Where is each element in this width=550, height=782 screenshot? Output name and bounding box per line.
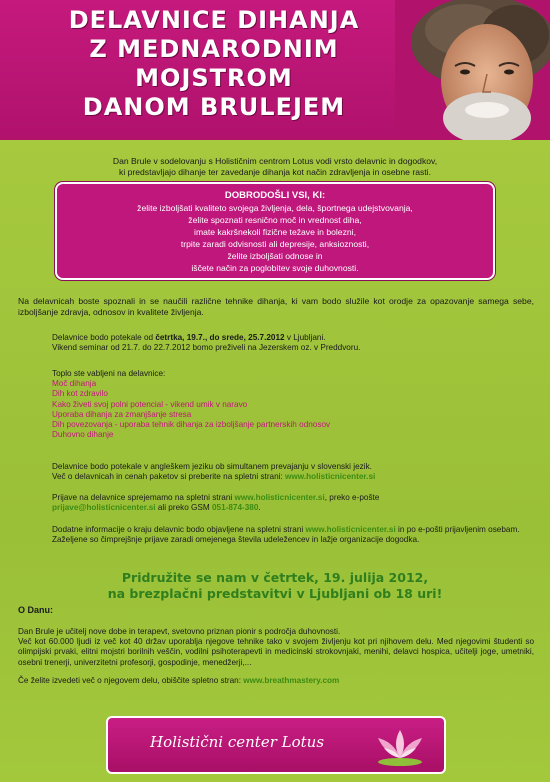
header-banner: [0, 0, 550, 140]
workshop-item: Uporaba dihanja za zmanjšanje stresa: [52, 409, 192, 419]
portrait-photo: [395, 0, 550, 140]
website-link[interactable]: www.holisticnicenter.si: [305, 525, 396, 534]
website-link[interactable]: www.holisticnicenter.si: [285, 472, 376, 482]
registration-prefix: Prijave na delavnice sprejemamo na spletni strani: [52, 493, 235, 502]
website-link[interactable]: www.holisticnicenter.si: [234, 493, 325, 502]
weekend-line: Vikend seminar od 21.7. do 22.7.2012 bomo preživeli na Jezerskem oz. v Preddvoru.: [52, 343, 361, 353]
welcome-box: [55, 182, 495, 280]
registration-line-1: [52, 493, 522, 503]
page-title: [14, 6, 414, 122]
title-line-1: DELAVNICE DIHANJA: [68, 6, 360, 34]
language-block: [52, 462, 522, 482]
welcome-title: DOBRODOŠLI VSI, KI:: [224, 190, 326, 201]
about-section: [18, 627, 534, 686]
workshop-item: Dih kot zdravilo: [52, 389, 108, 399]
language-line-1: Delavnice bodo potekale v angleškem jeziku ob simultanem prevajanju v slovenski jezik.: [52, 462, 372, 471]
workshop-item: Moč dihanja: [52, 379, 97, 389]
intro-text: [40, 156, 510, 178]
welcome-line: trpite zaradi odvisnosti ali depresije, anksioznosti,: [180, 239, 370, 249]
language-line-2: [52, 472, 522, 482]
cta-line-2: na brezplačni predstavitvi v Ljubljani ob 18 uri!: [107, 586, 443, 601]
gsm-suffix: .: [258, 503, 261, 513]
title-line-4: DANOM BRULEJEM: [82, 93, 346, 121]
title-line-3: MOJSTROM: [135, 64, 293, 92]
about-p3: [18, 676, 534, 686]
workshop-item: Duhovno dihanje: [52, 430, 114, 440]
lotus-icon: [370, 724, 430, 768]
dates-suffix: v Ljubljani.: [284, 333, 326, 342]
welcome-line: imate kakršnekoli fizične težave in bolezni,: [194, 227, 356, 237]
about-p1: Dan Brule je učitelj nove dobe in terapevt, svetovno priznan pionir s področja duhovnosti.: [18, 627, 341, 636]
about-p3-prefix: Če želite izvedeti več o njegovem delu, obiščite spletno stran:: [18, 675, 244, 685]
registration-block: [52, 493, 522, 513]
welcome-line: želite izboljšati kvaliteto svojega življenja, dela, športnega udejstvovanja,: [137, 203, 413, 213]
intro-line-2: ki predstavljajo dihanje ter zavedanje dihanja kot način zdravljenja in osebne rasti.: [119, 167, 431, 177]
footer-logo-box: [106, 716, 446, 774]
breathmastery-link[interactable]: www.breathmastery.com: [243, 675, 340, 685]
dates-block: [52, 333, 522, 353]
gsm-prefix: ali preko GSM: [155, 503, 212, 513]
email-link[interactable]: prijave@holisticnicenter.si: [52, 503, 156, 513]
dates-line: [52, 333, 522, 343]
phone-number[interactable]: 051-874-380: [211, 503, 259, 513]
registration-line-2: [52, 503, 522, 513]
welcome-line: iščete način za poglobitev svoje duhovnosti.: [191, 263, 359, 273]
dates-prefix: Delavnice bodo potekale od: [52, 333, 156, 342]
intro-line-1: Dan Brule v sodelovanju s Holističnim centrom Lotus vodi vrsto delavnic in dogodkov,: [112, 156, 438, 166]
logo-text: Holistični center Lotus: [150, 733, 325, 751]
cta-line-1: Pridružite se nam v četrtek, 19. julija 2012,: [121, 570, 429, 585]
workshops-block: [52, 369, 522, 440]
registration-mid: , preko e-pošte: [324, 493, 380, 502]
additional-prefix: Dodatne informacije o kraju delavnic bodo objavljene na spletni strani: [52, 525, 306, 534]
language-line-2-prefix: Več o delavnicah in cenah paketov si preberite na spletni strani:: [52, 472, 286, 482]
about-heading: O Danu:: [18, 605, 53, 615]
description-paragraph: Na delavnicah boste spoznali in se naučili različne tehnike dihanja, ki vam bodo služile kot orodje za opazovanje samega sebe, izboljšanje zdravja, odnosov in kvalitete življenja.: [18, 296, 534, 317]
welcome-line: želite izboljšati odnose in: [227, 251, 323, 261]
call-to-action: [40, 570, 510, 602]
workshop-item: Dih povezovanja - uporaba tehnik dihanja za izboljšanje partnerskih odnosov: [52, 420, 331, 430]
workshop-item: Kako živeti svoj polni potencial - vikend umik v naravo: [52, 399, 248, 409]
dates-range: četrtka, 19.7., do srede, 25.7.2012: [155, 333, 285, 342]
workshops-intro: Toplo ste vabljeni na delavnice:: [52, 369, 166, 378]
additional-suffix: in po e-pošti prijavljenim osebam. Zaželjene so čimprejšnje prijave zaradi omejenega števila udeležencev in lažje organizacije dogodka.: [52, 525, 520, 545]
title-line-2: Z MEDNARODNIM: [89, 35, 339, 63]
about-p2: Več kot 60.000 ljudi iz več kot 40 držav uporablja njegove tehnike tako v svojem življenju kot pri njihovem delu. Med njegovimi študenti so olimpijski prvaki, elitni mojstri borilnih veščin, vodilni psihoterapevti in medicinski strokovnjaki, menihi, delavci hospica, učitelji joge, umetniki, osebni trenerji, univerzitetni profesorji, gospodinje, menedžerji,...: [18, 637, 534, 667]
additional-info-block: [52, 525, 522, 545]
welcome-line: želite spoznati resnično moč in vrednost diha,: [188, 215, 362, 225]
